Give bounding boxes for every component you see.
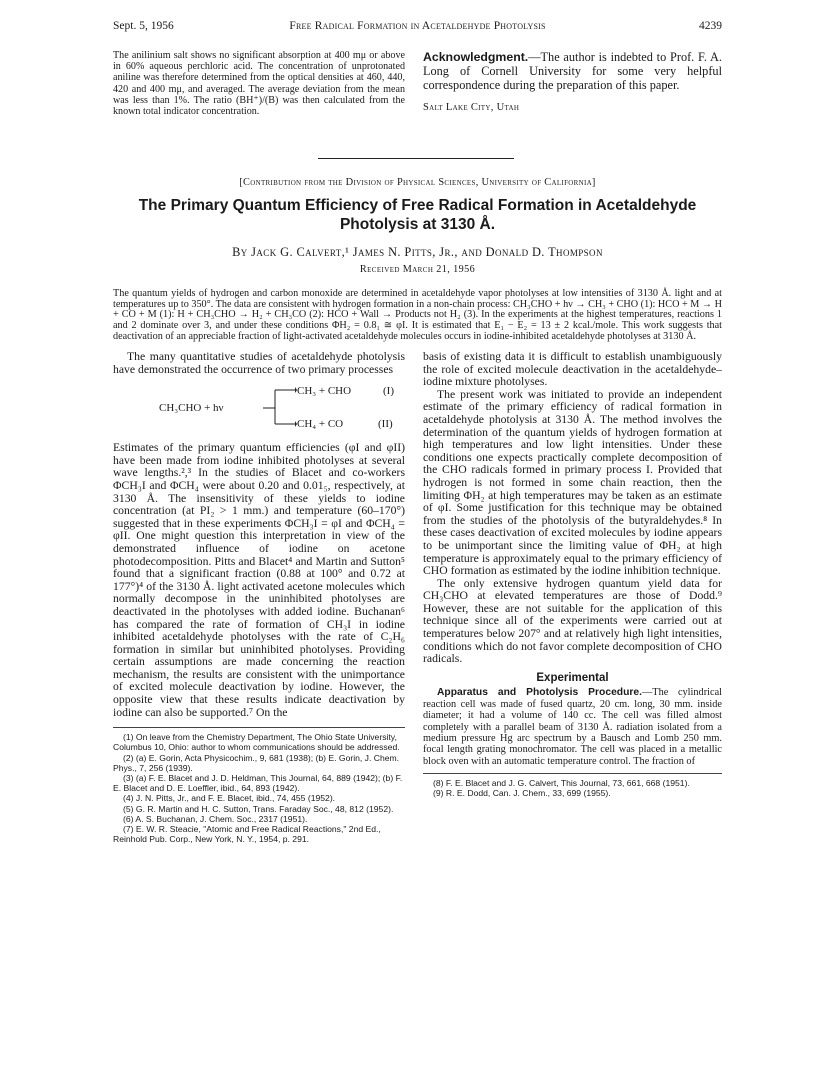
- right-paragraph-3: The only extensive hydrogen quantum yield data for CH₃CHO at elevated temperatures are those of Dodd.⁹ However, these are not suitable for the application of this technique since all of the experiments were carried out at temperatures below 207° and at relatively high light intensities, conditions which do not favor complete decomposition of CHO radicals.: [423, 576, 722, 666]
- footnote-9: (9) R. E. Dodd, Can. J. Chem., 33, 699 (1955).: [433, 788, 611, 799]
- acknowledgment-text: —The author is indebted to Prof. F. A. Long of Cornell University for some very helpful correspondence during the preparation of this paper.: [423, 50, 722, 93]
- previous-article-tail: The anilinium salt shows no significant absorption at 400 mμ or above in 60% aqueous perchloric acid. The concentration of unprotonated aniline was therefore determined from the optical densities at 460, 440, 420 and 400 mμ, and averaged. The average deviation from the mean was less than 1%. The ratio (BH⁺)/(B) was then calculated from the known total indicator concentration.: [113, 50, 405, 118]
- article-title: The Primary Quantum Efficiency of Free Radical Formation in Acetaldehyde Photolysis at 3130 Å.: [138, 197, 697, 233]
- right-paragraph-2: The present work was initiated to provide an independent estimate of the primary efficiency of radical formation in acetaldehyde photolysis at 3130 Å. The method involves the determination of the quantum yields of hydrogen formation at high temperatures and low light intensities. Under these conditions one expects practically complete decomposition of the CHO radicals formed in primary process I. Provided that hydrogen is not formed in some chain reaction, then the limiting ΦH₂ at high temperatures may be taken as an estimate of φI. Some justification for this technique may be obtained from the studies of the photolysis of the butyraldehydes.⁸ In these cases deactivation of excited molecules by iodine appears to be unimportant since the limiting value of ΦH₂ at high temperature is approximately equal to the primary efficiency of CHO formation as estimated by the iodine inhibition technique.: [423, 387, 722, 578]
- scheme-label-1: (I): [383, 385, 394, 398]
- abstract: The quantum yields of hydrogen and carbon monoxide are determined in acetaldehyde vapor photolyses at low intensities of 3130 Å. light and at temperatures up to 350°. The data are consistent with hydrogen formation in a non-chain process: CH₃CHO + hν → CH₃ + CHO (1): HCO + M → H + CO + M (1): H + CH₃CHO → H₂ + CH₃CO (2): HCO + Wall → Products not H₂ (3). In the experiments at the highest temperatures, reactions 1 and 2 dominate over 3, and under these conditions ΦH₂ = 0.8₁ ≅ φI. It is estimated that E₁ − E₂ = 13 ± 2 kcal./mole. This work suggests that deactivation of an appreciable fraction of light-activated acetaldehyde molecules occurs in iodine-inhibited acetaldehyde photolyses at 3130 Å.: [113, 288, 722, 342]
- footnote-3: (3) (a) F. E. Blacet and J. D. Heldman, This Journal, 64, 889 (1942); (b) F. E. Blacet and D. E. Loeffler, ibid., 64, 893 (1942).: [113, 773, 403, 794]
- footnote-1: (1) On leave from the Chemistry Department, The Ohio State University, Columbus 10, Ohio: author to whom communications should be addressed.: [113, 732, 400, 753]
- section-heading-experimental: Experimental: [536, 671, 609, 684]
- reaction-scheme: [113, 380, 405, 438]
- affiliation-location: Salt Lake City, Utah: [423, 101, 520, 113]
- branch-arrow-icon: [263, 380, 297, 438]
- acknowledgment-heading: Acknowledgment.: [423, 50, 529, 64]
- scheme-product-1: CH₃ + CHO: [297, 385, 352, 398]
- footnote-4: (4) J. N. Pitts, Jr., and F. E. Blacet, ibid., 74, 455 (1952).: [123, 793, 336, 804]
- header-running-title: Free Radical Formation in Acetaldehyde Photolysis: [289, 20, 546, 32]
- header-date: Sept. 5, 1956: [113, 20, 174, 32]
- article-authors: By Jack G. Calvert,¹ James N. Pitts, Jr., and Donald D. Thompson: [232, 245, 603, 259]
- footnotes-left: [113, 732, 405, 844]
- acknowledgment-block: [423, 50, 722, 115]
- footnotes-right: [423, 778, 722, 798]
- footnote-6: (6) A. S. Buchanan, J. Chem. Soc., 2317 (1951).: [123, 813, 308, 824]
- acknowledgment-paragraph: [423, 50, 722, 93]
- footnote-5: (5) G. R. Martin and H. C. Sutton, Trans. Faraday Soc., 48, 812 (1952).: [123, 803, 394, 814]
- body-right-column: [423, 351, 722, 799]
- intro-paragraph: The many quantitative studies of acetaldehyde photolysis have demonstrated the occurrence of two primary processes: [113, 350, 405, 376]
- scheme-reactant: CH₃CHO + hν: [159, 402, 224, 415]
- header-page-number: 4239: [699, 20, 722, 32]
- footnote-rule-right: [423, 773, 722, 774]
- experimental-text: —The cylindrical reaction cell was made of fused quartz, 20 cm. long, 30 mm. inside diameter; it had a volume of 140 cc. The cell was filled almost completely with a parallel beam of 3130 Å. radiation isolated from a medium pressure Hg arc spectrum by a Bausch and Lomb 250 mm. focal length grating monochromator. The cell was placed in a metallic block oven with an automatic temperature control. The fraction of: [423, 687, 722, 767]
- article-separator-rule: [318, 158, 514, 159]
- scheme-label-2: (II): [378, 418, 393, 431]
- right-paragraph-1: basis of existing data it is difficult to establish unambiguously the role of excited molecule deactivation in the acetaldehyde–iodine mixture photolyses.: [423, 350, 722, 389]
- experimental-runin-heading: Apparatus and Photolysis Procedure.: [437, 687, 642, 699]
- footnote-8: (8) F. E. Blacet and J. G. Calvert, This Journal, 73, 661, 668 (1951).: [433, 778, 690, 789]
- contribution-line: [Contribution from the Division of Physical Sciences, University of California]: [239, 177, 596, 188]
- scheme-product-2: CH₄ + CO: [297, 418, 344, 431]
- body-left-column: [113, 351, 405, 844]
- footnote-rule-left: [113, 727, 405, 728]
- left-paragraph-2: Estimates of the primary quantum efficiencies (φI and φII) have been made from iodine inhibited photolyses at several wave lengths.²,³ In the studies of Blacet and co-workers ΦCH₃I and ΦCH₄ were about 0.20 and 0.01₅, respectively, at 3130 Å. The insensitivity of these yields to iodine concentration (at PI₂ > 1 mm.) and temperature (60–170°) suggested that in these experiments ΦCH₃I = φI and ΦCH₄ = φII. One might question this interpretation in view of the demonstrated influence of iodine on acetone photodecomposition. Pitts and Blacet⁴ and Martin and Sutton⁵ found that a significant fraction (0.88 at 100° and 0.72 at 177°)⁴ of the 3130 Å. light activated acetone molecules which normally decompose in the uninhibited photolyses are deactivated in the photolyses with added iodine. Buchanan⁶ has compared the rate of formation of CH₃I in iodine inhibited acetaldehyde photolyses with the rate of C₂H₆ formation in similar but uninhibited photolyses. Providing certain assumptions are made concerning the reaction mechanism, the results are consistent with the unimportance of excited molecule deactivation by iodine. However, the opposite view that these results indicate deactivation by iodine can also be supported.⁷ On the: [113, 441, 405, 719]
- footnote-2: (2) (a) E. Gorin, Acta Physicochim., 9, 681 (1938); (b) E. Gorin, J. Chem. Phys., 7, 256 (1939).: [113, 752, 400, 773]
- received-date: Received March 21, 1956: [359, 264, 476, 275]
- experimental-paragraph: [423, 687, 722, 767]
- footnote-7: (7) E. W. R. Steacie, "Atomic and Free Radical Reactions," 2nd Ed., Reinhold Pub. Corp., New York, N. Y., 1954, p. 291.: [113, 824, 381, 845]
